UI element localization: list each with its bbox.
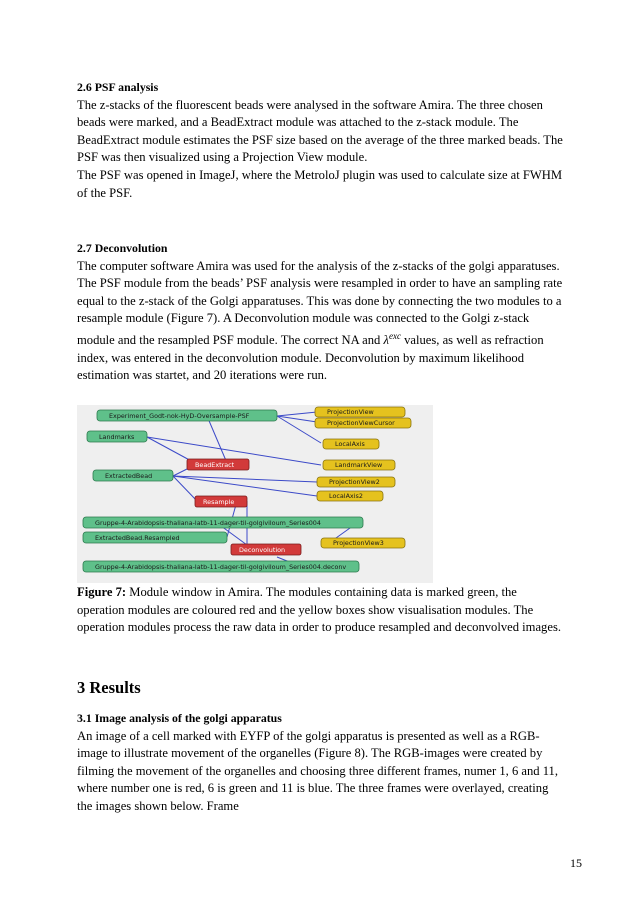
module-graph [77,405,433,583]
section-heading: 3.1 Image analysis of the golgi apparatus [77,711,282,725]
connection-line [173,476,197,501]
module-label: Gruppe-4-Arabidopsis-thaliana-latb-11-dager-til-golgiviloum_Series004.deconv [95,563,347,571]
module-label: Experiment_Godt-nok-HyD-Oversample-PSF [109,412,250,420]
module-label: ProjectionViewCursor [327,419,395,427]
paragraph [77,258,563,385]
module-label: ExtractedBead.Resampled [95,534,180,542]
lambda-symbol: λ [383,333,389,348]
section-heading: 2.6 PSF analysis [77,80,159,94]
module-label: ExtractedBead [105,472,153,480]
caption-label: Figure 7: [77,585,127,599]
module-label: Gruppe-4-Arabidopsis-thaliana-latb-11-dager-til-golgiviloum_Series004 [95,519,321,527]
connection-line [277,416,317,422]
paragraph: The z-stacks of the fluorescent beads were analysed in the software Amira. The three chosen beads were marked, and a BeadExtract module was attached to the z-stack module. The BeadExtract module estimates the PSF size based on the average of the three marked beads. The PSF was then visualized using a Projection View module. [77,97,563,165]
section-golgi-analysis [77,710,563,816]
caption-text: Module window in Amira. The modules containing data is marked green, the operation modules are coloured red and the yellow boxes show visualisation modules. The operation modules process the raw data in order to produce resampled and deconvolved images. [77,585,561,635]
lambda-superscript: exc [388,330,401,341]
module-label: Landmarks [99,433,135,441]
figure-caption [77,584,563,637]
connection-line [277,412,317,416]
figure-module-window [77,405,433,583]
module-label: ProjectionView2 [329,478,380,486]
text-run: values, as well as refraction index, was entered in the deconvolution module. Deconvolution by maximum likelihood estimation was startet, and 20 iterations were run. [77,333,544,383]
module-label: ProjectionView3 [333,539,384,547]
module-label: LocalAxis [335,440,365,448]
section-deconvolution [77,240,563,385]
connection-line [207,416,227,463]
caption-paragraph [77,584,563,637]
connection-line [277,416,321,443]
paragraph: The PSF was opened in ImageJ, where the MetroloJ plugin was used to calculate size at FWHM of the PSF. [77,167,563,200]
module-label: BeadExtract [195,461,235,469]
section-heading: 2.7 Deconvolution [77,241,168,255]
section-psf-analysis [77,79,563,202]
module-label: LandmarkView [335,461,383,469]
text-run: The computer software Amira was used for the analysis of the z-stacks of the golgi apparatuses. The PSF module from the beads’ PSF analysis were resampled in order to have an sampling rate equal to the z-stack of the Golgi apparatuses. This was done by connecting the two modules to a resample module (Figure 7). A Deconvolution module was connected to the Golgi z-stack module and the resampled PSF module. The correct NA and [77,258,563,348]
module-label: Resample [203,498,235,506]
chapter-heading: 3 Results [77,678,141,697]
module-label: Deconvolution [239,546,286,554]
module-label: ProjectionView [327,408,374,416]
page-number: 15 [570,856,582,870]
module-label: LocalAxis2 [329,492,363,500]
paragraph: An image of a cell marked with EYFP of the golgi apparatus is presented as well as a RGB-image to illustrate movement of the organelles (Figure 8). The RGB-images were created by filming the movement of the organelles and choosing three different frames, numer 1, 6 and 11, where number one is red, 6 is green and 11 is blue. The three frames were overlayed, creating the images shown below. Frame [77,728,558,813]
